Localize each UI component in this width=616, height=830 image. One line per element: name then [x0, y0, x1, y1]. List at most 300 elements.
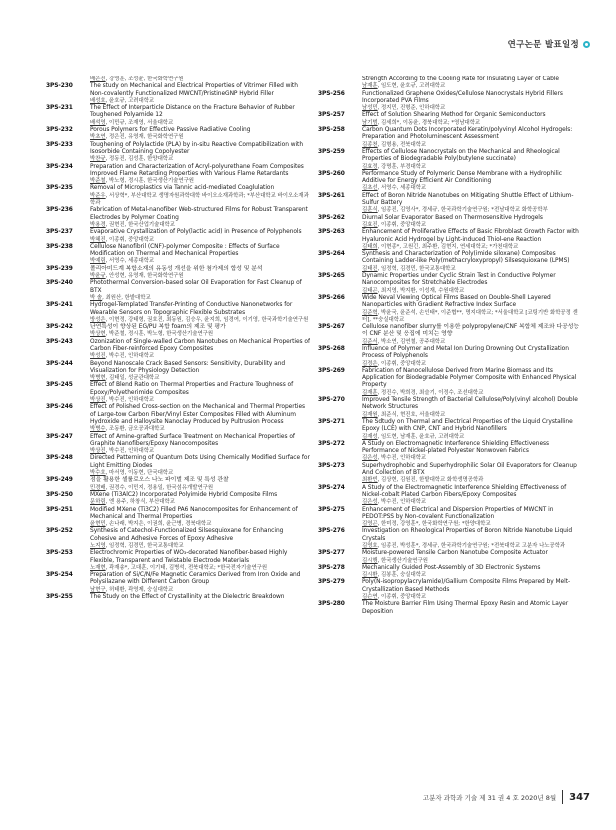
paper-authors: [90, 120, 310, 127]
session-code: 3PS-265: [318, 273, 345, 280]
presenter-name: 노재현: [90, 564, 106, 571]
entry-body: [90, 324, 310, 339]
paper-title: Evaporative Crystallization of Poly(lactic acid) in Presence of Polyphenols: [90, 229, 302, 236]
presenter-name: 김시환: [362, 572, 378, 579]
footer-divider: [562, 790, 563, 804]
program-entry: [46, 164, 310, 186]
paper-title: Removal of Microplastics via Tannic acid-mediated Coaglulation: [90, 185, 275, 192]
entry-body: [362, 91, 584, 113]
entry-body: [362, 441, 584, 463]
entry-body: [362, 550, 584, 565]
program-entry: [46, 382, 310, 404]
paper-authors: [362, 499, 584, 506]
session-code: 3PS-241: [46, 302, 73, 309]
entry-body: [90, 594, 310, 601]
paper-title: Moisture-powered Tensile Carbon Nanotube Composite Actuator: [362, 550, 548, 557]
paper-title: Functionalized Graphene Oxides/Cellulose Nanocrystals Hybrid Fillers Incorporated PVA Films: [362, 90, 563, 104]
program-entry: [318, 419, 584, 441]
paper-authors: [362, 477, 584, 484]
entry-body: [90, 142, 310, 164]
entry-body: [90, 572, 310, 594]
presenter-name: 김은성: [362, 499, 378, 506]
entry-body: [90, 164, 310, 186]
author-list: , 손나래, 박지은, 이권희, 윤근병, 경북대학교: [105, 521, 212, 528]
paper-title: Directed Patterning of Quantum Dots Using Chemically Modified Surface for Light Emitting Diodes: [90, 455, 310, 469]
entry-body: [362, 579, 584, 601]
entry-body: [90, 434, 310, 456]
program-entry: [318, 91, 584, 113]
presenter-name: 박병현: [90, 375, 106, 382]
entry-body: [362, 419, 584, 441]
program-entry: [318, 229, 584, 251]
paper-title: 점을 활용한 셀룰로오스 나노 파이벌 제조 및 특성 관찰: [90, 477, 229, 484]
presenter-name: 김종천: [362, 141, 378, 148]
paper-title: Effect of Blend Ratio on Thermal Properties and Fracture Toughness of Epoxy/Polyetherimide Composites: [90, 382, 294, 396]
entry-body: [362, 251, 584, 273]
presenter-name: 윤현민: [90, 521, 106, 528]
paper-title: The Effect of Interparticle Distance on the Fracture Behavior of Rubber Toughened Polyamide 12: [90, 105, 295, 119]
entry-body: [90, 105, 310, 127]
author-list: , 서상혁*, 부산대학교 생명자원과학대학 바이오소재과학과; *부산대학교 바이오소재과학과: [90, 192, 309, 207]
entry-body: [362, 215, 584, 230]
paper-title: Improved Tensile Strength of Bacterial Cellulose/Poly(vinyl alcohol) Double Network Structures: [362, 397, 578, 411]
program-entry: [318, 215, 584, 230]
paper-authors: [362, 434, 584, 441]
presenter-name: 박수호: [90, 470, 106, 477]
program-entry: [46, 229, 310, 244]
paper-authors: [362, 412, 584, 419]
presenter-name: 박 솔: [90, 294, 103, 301]
paper-title: The Study on the Effect of Crystallinity at the Dielectric Breakdown: [90, 594, 285, 601]
author-list: , 박노형, 정시훈, 한국생산기술연구원: [105, 178, 195, 185]
session-code: 3PS-274: [318, 484, 345, 491]
paper-title: Dynamic Properties under Cyclic Strain Test in Conductive Polymer Nanocomposites for Stretchable Electrodes: [362, 273, 556, 287]
entry-body: [362, 507, 584, 529]
paper-authors: [362, 185, 584, 192]
entry-body: [362, 601, 584, 616]
entry-body: [362, 149, 584, 171]
entry-body: [362, 193, 584, 215]
session-code: 3PS-272: [318, 440, 345, 447]
paper-title: Effect of Amine-grafted Surface Treatment on Mechanical Properties of Graphite Nanofibers/Epoxy Nanocomposites: [90, 433, 295, 447]
author-list: , 박윤국, 윤준석, 손인태*, 이준협**, 명지대학교; *서울대학교 [코팅기반 화학공정 센터], **숭실대학교: [362, 309, 578, 323]
program-entry: [318, 127, 584, 149]
author-list: , 이종휘, 중앙대학교: [105, 236, 155, 243]
paper-authors: [90, 485, 310, 492]
entry-body: [90, 339, 310, 361]
program-entry: [318, 193, 584, 215]
presenter-name: 노지영: [90, 543, 106, 549]
session-code: 3PS-269: [318, 367, 345, 374]
program-entry: [46, 507, 310, 529]
paper-authors: [362, 120, 584, 127]
entry-body: [90, 83, 310, 105]
author-list: , 강영훈, 조성윤, 한국화학연구원: [105, 76, 184, 82]
program-entry: [318, 149, 584, 171]
entry-body: [90, 185, 310, 207]
paper-authors: [90, 587, 310, 594]
entry-body: [362, 397, 584, 419]
presenter-name: 박상진: [90, 448, 106, 455]
paper-title: Effect of Solution Shearing Method for Organic Semiconductors: [362, 112, 546, 119]
author-list: , 서영수, 세종대학교: [377, 185, 427, 192]
paper-title: Photothermal Conversion-based solar Oil Evaporation for Fast Cleanup of BTX: [90, 280, 302, 294]
author-list: , 최준식, 현진호, 서울대학교: [377, 411, 446, 418]
session-code: 3PS-267: [318, 324, 345, 331]
program-entry: [46, 550, 310, 572]
entry-body: [90, 550, 310, 572]
author-list: , 임종진, 김영사*, 경세규, 한국과학기술연구원; *전남대학교 화학공학부: [377, 207, 548, 214]
program-entry: [318, 295, 584, 324]
author-list: , 마서영, 이동현, 단국대학교: [105, 470, 174, 477]
paper-title: Effect of Boron Nitride Nanotubes on Mitigating Shuttle Effect of Lithium-Sulfur Battery: [362, 192, 574, 207]
author-list: , 김상현, 김원진, 한밭대학교 화학생명공학과: [377, 477, 484, 484]
entry-body: [362, 273, 584, 295]
paper-title: Enhancement of Proliferative Effects of Basic Fibroblast Growth Factor with Hyaluronic Acid Hydrogel by Light-induced Thiol-ene Reaction: [362, 229, 579, 243]
program-entry: [318, 550, 584, 565]
author-list: , 이현종*, 고원긴, 최주환, 김현지, 연세대학교; *가천대학교: [377, 243, 519, 250]
session-code: 3PS-279: [318, 579, 345, 586]
paper-authors: [90, 565, 310, 572]
session-code: 3PS-250: [46, 491, 73, 498]
left-lead-authors: [90, 76, 310, 83]
session-code: 3PS-251: [46, 506, 73, 513]
program-entry: [318, 601, 584, 616]
session-code: 3PS-236: [46, 207, 73, 214]
paper-title: Ozonization of Single-walled Carbon Nanotubes on Mechanical Properties of Carbon Fiber-reinforced Epoxy Composites: [90, 338, 310, 352]
program-entry: [318, 171, 584, 193]
program-entry: [46, 83, 310, 105]
presenter-name: 박윤규: [90, 273, 106, 280]
author-list: , 서영수, 세종대학교: [105, 258, 155, 265]
entry-body: [90, 244, 310, 266]
paper-title: Synthesis and Characterization of Poly(imide siloxane) Composites Containing Ladder-like Poly(methacryloxypropyl) Silsesquioxane (LPMS): [362, 251, 570, 265]
program-entry: [46, 105, 310, 127]
author-list: , 정은진, 유영재, 한국화학연구원: [105, 134, 184, 141]
paper-title: Influence of Polymer and Metal Ion During Drowning Out Crystallization Process of Polyphenols: [362, 345, 569, 360]
program-entry: [318, 112, 584, 127]
paper-title: Effect of Polished Cross-section on the Mechanical and Thermal Properties of Large-tow Carbon Fiber/Vinyl Ester Composites Filled with Aluminum Hydroxide and Halloysite Nanoclay Produced by Pultrusion Process: [90, 404, 306, 425]
paper-authors: [90, 295, 310, 302]
author-list: , 이종휘, 중앙대학교: [377, 594, 427, 601]
session-code: 3PS-244: [46, 360, 73, 367]
paper-authors: [90, 353, 310, 360]
paper-title: Cellulose Nanofibril (CNF)-polymer Composite : Effects of Surface Modification on Thermal and Mechanical Properties: [90, 243, 280, 258]
paper-title: Fabrication of Nanocellulose Derived from Marine Biomass and Its Application for Biodegradable Polymer Composite with Enhanced Physical Property: [362, 367, 577, 389]
entry-body: [362, 565, 584, 580]
paper-title: Beyond Nanoscale Crack Based Sensors: Sensitivity, Durability and Visualization for Physiology Detection: [90, 360, 286, 374]
presenter-name: 박상진: [90, 397, 106, 404]
paper-authors: [90, 375, 310, 382]
right-entry-list: [318, 91, 584, 616]
program-entry: [318, 397, 584, 419]
paper-authors: [90, 448, 310, 455]
paper-authors: [90, 156, 310, 163]
author-list: , 김봉훈, 숭실대학교: [377, 572, 427, 579]
presenter-name: 김정은: [362, 360, 378, 367]
program-entry: [46, 492, 310, 507]
session-code: 3PS-261: [318, 192, 345, 199]
author-list: , 조동환, 금오공과대학교: [105, 426, 165, 433]
right-column: [318, 76, 584, 772]
entry-body: [90, 229, 310, 244]
author-list: , 임정혁, 김경민, 한국교통대학교: [377, 265, 456, 272]
session-code: 3PS-263: [318, 229, 345, 236]
paper-authors: [90, 258, 310, 265]
program-entry: [318, 579, 584, 601]
paper-title: Superhydrophobic and Superhydrophilic Solar Oil Evaporators for Cleanup And Collection of BTX: [362, 462, 577, 477]
paper-title: Poly(N-isopropylacrylamide)/Gallium Composite Films Prepared by Melt-Crystallization Based Methods: [362, 579, 571, 593]
author-list: , 곽재송*, 고대훈, 이기태, 김병석, 전북대학교; *한국전자기술연구원: [105, 564, 268, 571]
entry-body: [90, 455, 310, 477]
program-entry: [318, 565, 584, 580]
entry-body: [90, 382, 310, 404]
author-list: , 박소연, 김연철, 공주대학교: [377, 338, 446, 345]
entry-body: [90, 361, 310, 383]
program-entry: [46, 324, 310, 339]
author-list: , 임도현, 남재훈, 윤호규, 고려대학교: [377, 433, 465, 440]
paper-title: Modified MXene (Ti3C2) Filled PA6 Nanocomposites for Enhancement of Mechanical and Thermal Properties: [90, 506, 298, 520]
paper-title: Enhancement of Electrical and Dispersion Properties of MWCNT in PEDOT:PSS by Non-covalent Functionalization: [362, 506, 554, 520]
entry-body: [362, 112, 584, 127]
author-list: , 임정혁, 김경민, 한국교통대학교: [105, 543, 184, 549]
program-entry: [318, 346, 584, 368]
program-entry: [46, 244, 310, 266]
entry-body: [90, 280, 310, 302]
author-list: , 김세희*, 이동윤, 경북대학교; *영남대학교: [377, 119, 481, 126]
presenter-name: 김준서: [362, 338, 378, 345]
presenter-name: 방성은: [90, 316, 106, 323]
program-entry: [318, 324, 584, 346]
paper-title: A Study on Electromagnetic Interference Shielding Effectiveness Performance of Nickel-plated Polyester Nonwoven Fabrics: [362, 440, 550, 455]
author-list: , 이민규, 조재영, 서울대학교: [105, 119, 174, 126]
session-code: 3PS-257: [318, 112, 345, 119]
paper-authors: [362, 222, 584, 229]
paper-title: Fabrication of Metal-nanofiber Web-structured Films for Robust Transparent Electrodes by Polymer Coating: [90, 207, 308, 221]
paper-title: 폴리아미드계 복합소재의 유동성 개선을 위한 첨가제의 합성 및 분석: [90, 265, 263, 272]
author-list: , 임도현, 윤호규, 고려대학교: [377, 83, 446, 90]
presenter-name: 김영곤: [362, 521, 378, 528]
session-code: 3PS-275: [318, 506, 345, 513]
entry-body: [90, 266, 310, 281]
session-code: 3PS-238: [46, 243, 73, 250]
presenter-name: 박찬규: [90, 156, 106, 163]
author-list: , 강명훈, 부경대학교: [377, 163, 427, 170]
session-code: 3PS-235: [46, 185, 73, 192]
entry-body: [362, 324, 584, 346]
presenter-name: 박준우: [90, 192, 106, 199]
presenter-name: 최환빈: [362, 477, 378, 484]
session-code: 3PS-268: [318, 345, 345, 352]
paper-title: Performance Study of Polymeric Dense Membrane with a Hydrophilic Additive for Energy Efficient Air Conditioning: [362, 170, 562, 185]
presenter-name: 김재성: [362, 433, 378, 440]
presenter-name: 남성민: [362, 105, 378, 112]
paper-authors: [362, 543, 584, 550]
paper-title: Preparation and Characterization of Acryl-polyurethane Foam Composites Improved Flame Retarding Properties with Various Flame Retardants: [90, 163, 304, 177]
program-entry: [46, 207, 310, 229]
paper-authors: [362, 105, 584, 112]
presenter-name: 박준철: [90, 178, 106, 185]
paper-title: Investigation on Rheological Properties of Boron Nitride Nanotube Liquid Crystals: [362, 528, 573, 542]
paper-title: 난연특성이 향상된 EG/PU 복합 foam의 제조 및 평가: [90, 324, 226, 331]
author-list: , 최원산, 한밭대학교: [102, 294, 151, 301]
program-entry: [46, 572, 310, 594]
paper-authors: [362, 455, 584, 462]
presenter-name: 남현구: [90, 586, 106, 593]
presenter-name: 김태희: [362, 243, 378, 250]
program-entry: [46, 434, 310, 456]
entry-body: [90, 492, 310, 507]
paper-title: Diurnal Solar Evaporator Based on Thermosensitive Hydrogels: [362, 214, 543, 221]
paper-title: Cellulose nanofiber slurry를 이용한 polypropylene/CNF 복합체 제조와 다공성능이 CNF 분산 및 응집에 미치는 영향: [362, 324, 580, 338]
author-list: , 이종휘, 중앙대학교: [377, 221, 427, 228]
author-list: , 박준철, 정시훈, 박노형, 한국생산기술연구원: [105, 331, 214, 338]
session-code: 3PS-276: [318, 528, 345, 535]
session-code: 3PS-280: [318, 601, 345, 608]
presenter-name: 김태곤: [362, 287, 378, 294]
paper-title: Hydrogel-Templated Transfer-Printing of Conductive Nanonetworks for Wearable Sensors on Topographic Flexible Substrates: [90, 302, 293, 316]
presenter-name: 박용경: [90, 221, 106, 228]
session-code: 3PS-237: [46, 229, 73, 236]
presenter-name: 김재훈: [362, 389, 378, 396]
paper-title: Toughening of Polylactide (PLA) by in-situ Reactive Compatibilization with Isosorbide Containing Copolyester: [90, 141, 303, 155]
paper-authors: [90, 273, 310, 280]
paper-authors: [362, 310, 584, 325]
program-entry: [46, 127, 310, 142]
entry-body: [90, 528, 310, 550]
header-title: 연구논문 발표일정: [507, 40, 579, 50]
paper-authors: [362, 594, 584, 601]
entry-body: [362, 528, 584, 550]
author-list: , 정진수, 박희경, 최슬기, 이정수, 조선대학교: [377, 389, 484, 396]
program-entry: [318, 368, 584, 397]
paper-authors: [362, 164, 584, 171]
author-list: , 박수진, 인하대학교: [105, 353, 155, 360]
paper-authors: [90, 499, 310, 506]
session-code: 3PS-246: [46, 404, 73, 411]
paper-authors: [90, 543, 310, 550]
author-list: , 윤호규, 고려대학교: [105, 97, 155, 104]
presenter-name: 김준혁: [362, 309, 378, 316]
paper-authors: [90, 317, 310, 324]
session-code: 3PS-230: [46, 83, 73, 90]
author-list: , 엔 용주, 하창식, 부산대학교: [105, 499, 175, 506]
author-list: , 한국생산기술연구원: [377, 557, 428, 564]
presenter-name: 김재원: [362, 411, 378, 418]
session-code: 3PS-256: [318, 90, 345, 97]
author-list: , 권현진, 한국산업기술대학교: [105, 221, 175, 228]
program-entry: [318, 463, 584, 485]
paper-authors: [362, 572, 584, 579]
program-entry: [46, 339, 310, 361]
paper-title: Wide Neval Viewing Optical Films Based on Double-Shell Layered Nanoparticles with Gradient Refractive Index Surface: [362, 294, 551, 309]
paper-title: A Study of the Electromagnetic Interference Shielding Effectiveness of Nickel-cobalt Plated Carbon Fibers/Epoxy Composites: [362, 484, 567, 498]
session-code: 3PS-258: [318, 127, 345, 134]
program-entry: [318, 251, 584, 273]
paper-authors: [362, 266, 584, 273]
program-entry: [46, 185, 310, 207]
paper-authors: [90, 222, 310, 229]
author-list: , 박수진, 인하대학교: [377, 455, 427, 462]
paper-title: The Moisture Barrier Film Using Thermal Epoxy Resin and Atomic Layer Deposition: [362, 601, 569, 615]
entry-body: [362, 463, 584, 485]
entry-body: [90, 302, 310, 324]
author-list: , 박수진, 인하대학교: [105, 448, 155, 455]
program-entry: [318, 528, 584, 550]
session-code: 3PS-266: [318, 294, 345, 301]
program-entry: [318, 485, 584, 507]
session-code: 3PS-270: [318, 397, 345, 404]
session-code: 3PS-255: [46, 594, 73, 601]
program-entry: [46, 528, 310, 550]
presenter-name: 김초선: [362, 185, 378, 192]
paper-title: MXene (Ti3AlC2) Incorporated Polyimide Hybrid Composite Films: [90, 491, 278, 498]
author-list: , 박수진, 인하대학교: [377, 499, 427, 506]
presenter-name: 문하림: [90, 499, 106, 506]
program-entry: [318, 441, 584, 463]
page-header: [508, 38, 590, 50]
author-list: , 정동진, 김성훈, 한양대학교: [105, 156, 174, 163]
paper-authors: [90, 193, 310, 208]
entry-body: [90, 507, 310, 529]
program-entry: [46, 280, 310, 302]
paper-authors: [90, 521, 310, 528]
session-code: 3PS-233: [46, 141, 73, 148]
author-list: , 임종진, 박성훈*, 경세규, 한국과학기술연구원; *전북대학교 고분자 나노공학과: [377, 543, 566, 549]
paper-authors: [90, 98, 310, 105]
session-code: 3PS-231: [46, 105, 73, 112]
author-list: , 최지영, 박지환, 이성재, 수원대학교: [377, 287, 465, 294]
program-entry: [318, 273, 584, 295]
paper-title: Electrochromic Properties of WO₃-decorated Nanofiber-based Highly Flexible, Transparent and Twistable Electrode Materials: [90, 550, 288, 564]
session-code: 3PS-243: [46, 338, 73, 345]
session-code: 3PS-239: [46, 265, 73, 272]
presenter-name: 김효진: [362, 221, 378, 228]
paper-authors: [362, 521, 584, 528]
program-entry: [46, 302, 310, 324]
paper-title: The Sdtudy on Thermal and Electrical Properties of the Liquid Crystalline Epoxy (LCE) with CNP, CNT and Hybrid Nanofillers: [362, 418, 573, 433]
presenter-name: 남기범: [362, 119, 378, 126]
program-entry: [46, 404, 310, 433]
paper-title: Effects of Cellulose Nanocrystals on the Mechanical and Rheological Properties of Biodegradable Poly(butylene succinate): [362, 148, 560, 163]
presenter-name: 김은성: [362, 455, 378, 462]
session-code: 3PS-234: [46, 163, 73, 170]
session-code: 3PS-232: [46, 127, 73, 134]
session-code: 3PS-259: [318, 148, 345, 155]
author-list: , 정지민, 진형준, 인하대학교: [377, 105, 446, 112]
author-list: , 한미정, 강영훈*, 한국화학연구원; *한양대학교: [377, 521, 491, 528]
entry-body: [362, 485, 584, 507]
program-entry: [46, 266, 310, 281]
entry-body: [90, 207, 310, 229]
presenter-name: 배성호: [90, 97, 106, 104]
entry-body: [362, 229, 584, 251]
program-entry: [46, 477, 310, 492]
session-code: 3PS-264: [318, 251, 345, 258]
paper-authors: [362, 558, 584, 565]
presenter-name: 김태진: [362, 265, 378, 272]
presenter-name: 박성진: [90, 353, 106, 360]
paper-authors: [362, 244, 584, 251]
author-list: , 김태일, 성균관대학교: [105, 375, 160, 382]
session-code: 3PS-271: [318, 418, 345, 425]
presenter-name: 남재훈: [362, 83, 378, 90]
paper-authors: [90, 178, 310, 185]
program-entry: [46, 594, 310, 601]
paper-authors: [362, 339, 584, 346]
presenter-name: 배석영: [90, 119, 106, 126]
paper-authors: [90, 331, 310, 338]
